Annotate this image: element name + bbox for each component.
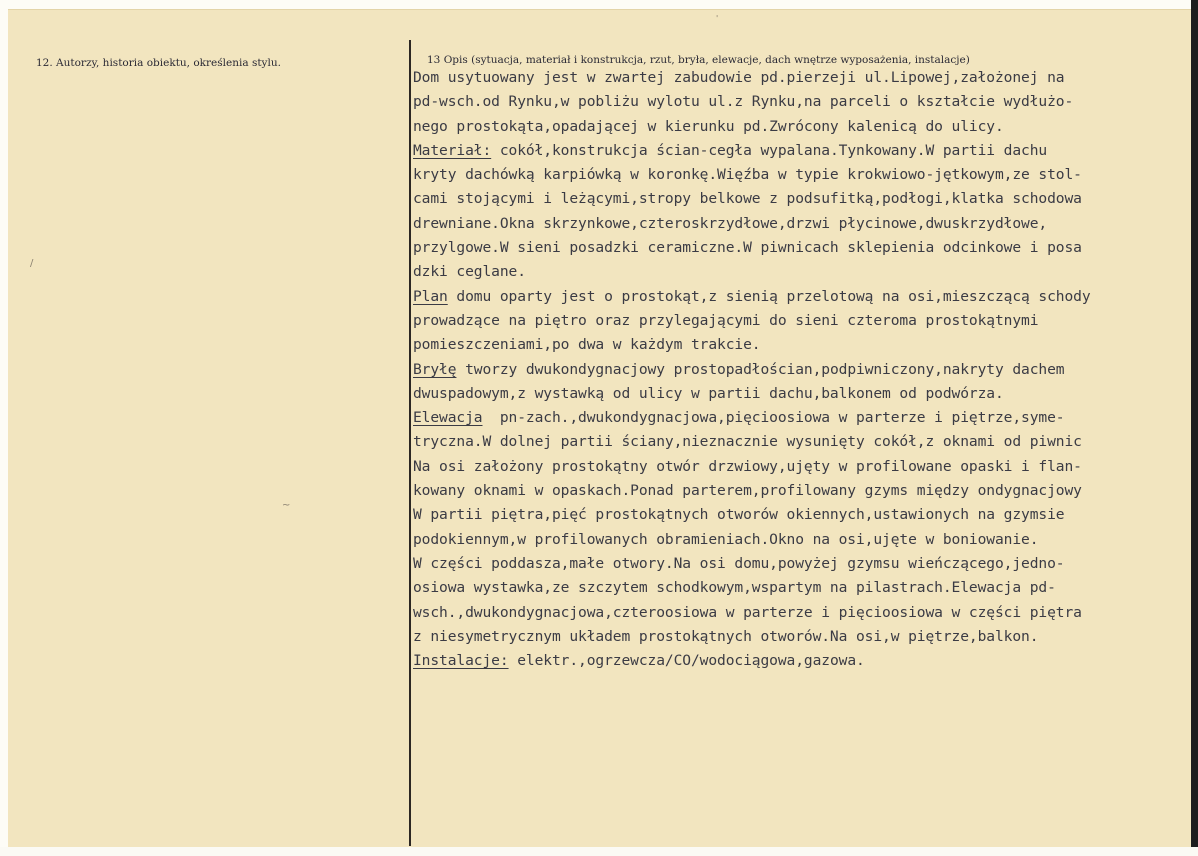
text-line: cami stojącymi i leżącymi,stropy belkowe z podsufitką,podłogi,klatka schodowa <box>413 190 1082 208</box>
text-line: pd-wsch.od Rynku,w pobliżu wylotu ul.z Rynku,na parceli o kształcie wydłużo- <box>413 93 1074 111</box>
text-line: drewniane.Okna skrzynkowe,czteroskrzydłowe,drzwi płycinowe,dwuskrzydłowe, <box>413 214 1048 232</box>
text-line: tryczna.W dolnej partii ściany,nieznacznie wysunięty cokół,z oknami od piwnic <box>413 433 1082 451</box>
text-line: Bryłę tworzy dwukondygnacjowy prostopadłościan,podpiwniczony,nakryty dachem <box>413 360 1065 378</box>
section-label-elewacja: Elewacja <box>413 409 483 427</box>
text-line: Elewacja pn-zach.,dwukondygnacjowa,pięcioosiowa w parterze i piętrze,syme- <box>413 409 1065 427</box>
section-label-material: Materiał: <box>413 141 492 159</box>
text-line: podokiennym,w profilowanych obramieniach.Okno na osi,ujęte w boniowanie. <box>413 530 1039 548</box>
scan-speck: ~ <box>282 500 291 511</box>
text-line: przylgowe.W sieni posadzki ceramiczne.W piwnicach sklepienia odcinkowe i posa <box>413 239 1082 257</box>
text-line: z niesymetrycznym układem prostokątnych otworów.Na osi,w piętrze,balkon. <box>413 627 1039 645</box>
text-line: Materiał: cokół,konstrukcja ścian-cegła wypalana.Tynkowany.W partii dachu <box>413 141 1048 159</box>
text-line: prowadzące na piętro oraz przylegającymi do sieni czteroma prostokątnymi <box>413 311 1039 329</box>
text-line: W partii piętra,pięć prostokątnych otworów okiennych,ustawionych na gzymsie <box>413 506 1065 524</box>
text-line: dwuspadowym,z wystawką od ulicy w partii dachu,balkonem od podwórza. <box>413 384 1004 402</box>
text-line: kryty dachówką karpiówką w koronkę.Więźba w typie krokwiowo-jętkowym,ze stol- <box>413 166 1082 184</box>
scan-edge-right <box>1191 0 1198 856</box>
text-line: Dom usytuowany jest w zwartej zabudowie pd.pierzeji ul.Lipowej,założonej na <box>413 69 1065 86</box>
section-label-instalacje: Instalacje: <box>413 652 509 670</box>
text-line: pomieszczeniami,po dwa w każdym trakcie. <box>413 336 761 354</box>
text-line: Na osi założony prostokątny otwór drzwiowy,ujęty w profilowane opaski i flan- <box>413 457 1082 475</box>
text-line: kowany oknami w opaskach.Ponad parterem,profilowany gzyms między ondygnacjowy <box>413 482 1082 500</box>
text-line: Instalacje: elektr.,ogrzewcza/CO/wodociągowa,gazowa. <box>413 652 865 670</box>
text-line: dzki ceglane. <box>413 263 526 281</box>
scan-speck: / <box>30 258 34 269</box>
scan-speck: ' <box>716 14 719 23</box>
section-12-header: 12. Autorzy, historia obiektu, określenia stylu. <box>36 57 281 69</box>
text-line: osiowa wystawka,ze szczytem schodkowym,wspartym na pilastrach.Elewacja pd- <box>413 579 1056 597</box>
text-line: W części poddasza,małe otwory.Na osi domu,powyżej gzymsu wieńczącego,jedno- <box>413 554 1065 572</box>
section-label-plan: Plan <box>413 287 448 305</box>
section-13-header: 13 Opis (sytuacja, materiał i konstrukcja, rzut, bryła, elewacje, dach wnętrze wyposażenia, instalacje) <box>427 54 970 66</box>
section-label-bryla: Bryłę <box>413 360 457 378</box>
text-line: Plan domu oparty jest o prostokąt,z sienią przelotową na osi,mieszczącą schody <box>413 287 1091 305</box>
column-divider <box>409 40 411 846</box>
scan-edge-bottom <box>0 847 1198 856</box>
text-line: nego prostokąta,opadającej w kierunku pd.Zwrócony kalenicą do ulicy. <box>413 117 1004 135</box>
description-body <box>413 66 1191 673</box>
text-line: wsch.,dwukondygnacjowa,czteroosiowa w parterze i pięcioosiowa w części piętra <box>413 603 1082 621</box>
